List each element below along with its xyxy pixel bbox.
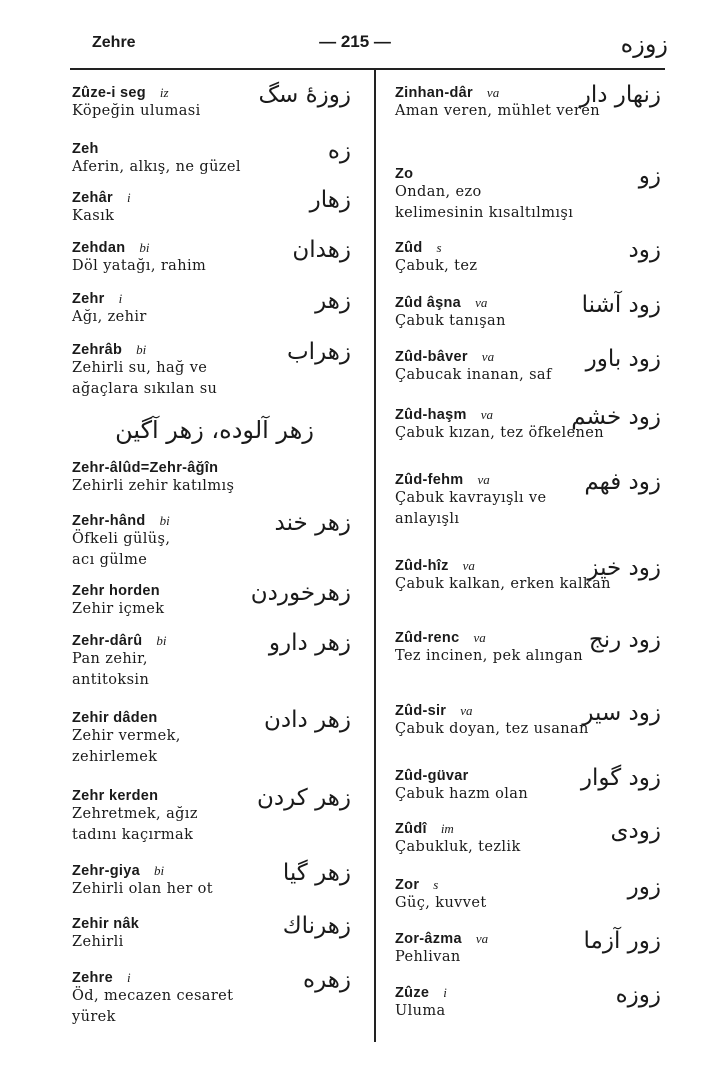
dictionary-entry <box>72 580 357 620</box>
arabic-headword: زهراب <box>287 339 351 365</box>
arabic-headword: زود خيز <box>587 555 661 581</box>
arabic-headword: زهر گيا <box>282 860 351 886</box>
dictionary-entry <box>72 457 357 497</box>
arabic-headword: زه <box>327 138 351 164</box>
dictionary-entry <box>72 187 357 227</box>
arabic-headword: زود <box>628 237 661 263</box>
dictionary-entry <box>72 339 357 400</box>
arabic-headword: زهرخوردن <box>250 580 351 606</box>
dictionary-entry <box>395 765 667 805</box>
part-of-speech: va <box>481 349 495 364</box>
headword: Zehir nâk <box>72 916 140 932</box>
definition: Çabuk hazm olan <box>395 786 529 802</box>
headword: Zehr-giya <box>72 863 140 879</box>
dictionary-entry <box>72 630 357 691</box>
dictionary-entry <box>72 860 357 900</box>
dictionary-entry <box>72 418 357 442</box>
headword-line <box>395 163 667 182</box>
arabic-headword: زود گوار <box>580 765 661 791</box>
dictionary-entry <box>72 82 357 122</box>
definition: Zehir içmek <box>72 601 165 617</box>
arabic-headword: زور <box>627 874 661 900</box>
dictionary-entry <box>395 627 667 667</box>
arabic-headword: زهدان <box>292 237 351 263</box>
definition: Aferin, alkış, ne güzel <box>72 159 241 175</box>
definition: Çabuk doyan, tez usanan <box>395 721 589 737</box>
arabic-headword: زهر دارو <box>268 630 351 656</box>
headword: Zehdan <box>72 240 126 256</box>
definition: Tez incinen, pek alıngan <box>395 648 583 664</box>
part-of-speech: bi <box>156 633 167 648</box>
headword-line <box>72 457 357 476</box>
running-head-left: Zehre <box>92 34 136 51</box>
headword: Zor <box>395 877 420 893</box>
headword: Zo <box>395 166 414 182</box>
part-of-speech: i <box>118 291 123 306</box>
dictionary-entry <box>395 555 667 595</box>
dictionary-entry <box>395 163 667 224</box>
arabic-headword: زود باور <box>585 346 661 372</box>
arabic-headword: زهر <box>315 288 351 314</box>
headword: Zehrâb <box>72 342 123 358</box>
dictionary-entry <box>72 707 357 768</box>
arabic-headword: زود سير <box>582 700 661 726</box>
definition: Zehirli olan her ot <box>72 881 214 897</box>
part-of-speech: va <box>460 703 473 718</box>
part-of-speech: bi <box>159 513 170 528</box>
headword: Zehr-âlûd=Zehr-âğîn <box>72 460 219 476</box>
definition: Çabucak inanan, saf <box>395 367 552 383</box>
dictionary-entry <box>395 928 667 968</box>
arabic-headword: زور آزما <box>583 928 661 954</box>
part-of-speech: va <box>486 85 500 100</box>
dictionary-entry <box>72 913 357 953</box>
headword: Zûd <box>395 240 423 256</box>
definition: Pan zehir, antitoksin <box>72 651 150 688</box>
definition: Çabukluk, tezlik <box>395 839 521 855</box>
definition: Çabuk kavrayışlı ve anlayışlı <box>395 490 547 527</box>
definition: Öfkeli gülüş, acı gülme <box>72 531 171 568</box>
header-rule <box>70 68 665 70</box>
part-of-speech: va <box>480 407 493 422</box>
dictionary-entry <box>395 292 667 332</box>
headword: Zûd-bâver <box>395 349 468 365</box>
part-of-speech: va <box>477 472 490 487</box>
arabic-headword: زود فهم <box>584 469 661 495</box>
arabic-headword: زود رنج <box>588 627 661 653</box>
arabic-headword: زهره <box>303 967 351 993</box>
definition: Ondan, ezo kelimesinin kısaltılmışı <box>395 184 574 221</box>
definition: Zehretmek, ağız tadını kaçırmak <box>72 806 198 843</box>
headword: Zûze-i seg <box>72 85 146 101</box>
dictionary-entry <box>395 346 667 386</box>
dictionary-entry <box>395 818 667 858</box>
definition: Pehlivan <box>395 949 461 965</box>
headword: Zinhan-dâr <box>395 85 473 101</box>
headword: Zehir dâden <box>72 710 158 726</box>
dictionary-entry <box>395 982 667 1022</box>
part-of-speech: s <box>433 877 439 892</box>
arabic-headword: زوزهٔ سگ <box>258 82 351 108</box>
page-number: — 215 — <box>319 32 391 51</box>
definition: Uluma <box>395 1003 446 1019</box>
definition: Çabuk kızan, tez öfkelenen <box>395 425 605 441</box>
arabic-headword: زهر كردن <box>256 785 351 811</box>
definition: Çabuk, tez <box>395 258 478 274</box>
part-of-speech: s <box>436 240 442 255</box>
definition: Döl yatağı, rahim <box>72 258 207 274</box>
headword-line <box>395 237 667 256</box>
page-header <box>0 32 710 58</box>
arabic-headword: زو <box>638 163 661 189</box>
definition: Çabuk kalkan, erken kalkan <box>395 576 611 592</box>
arabic-headword: زوزه <box>615 982 661 1008</box>
headword: Zûd-sir <box>395 703 447 719</box>
dictionary-entry <box>395 237 667 277</box>
dictionary-entry <box>72 967 357 1028</box>
definition: Zehirli zehir katılmış <box>72 478 235 494</box>
dictionary-entry <box>72 288 357 328</box>
definition: Zehirli su, hağ ve ağaçlara sıkılan su <box>72 360 218 397</box>
definition: Aman veren, mühlet veren <box>395 103 600 119</box>
arabic-headword: زنهار دار <box>579 82 661 108</box>
headword: Zehr-hând <box>72 513 146 529</box>
part-of-speech: va <box>473 630 486 645</box>
part-of-speech: va <box>462 558 475 573</box>
headword: Zehr <box>72 291 105 307</box>
part-of-speech: iz <box>159 85 169 100</box>
part-of-speech: bi <box>136 342 147 357</box>
part-of-speech: i <box>443 985 447 1000</box>
dictionary-entry <box>395 82 667 122</box>
dictionary-entry <box>395 700 667 740</box>
part-of-speech: i <box>127 190 131 205</box>
definition: Güç, kuvvet <box>395 895 487 911</box>
headword: Zehre <box>72 970 113 986</box>
part-of-speech: i <box>127 970 131 985</box>
headword: Zehr-dârû <box>72 633 143 649</box>
part-of-speech: bi <box>139 240 150 255</box>
arabic-headword: زود آشنا <box>581 292 661 318</box>
definition: Zehir vermek, zehirlemek <box>72 728 181 765</box>
headword: Zûdî <box>395 821 427 837</box>
arabic-headword: زود خشم <box>571 404 661 430</box>
part-of-speech: im <box>440 821 454 836</box>
arabic-headword: زهار <box>309 187 351 213</box>
headword: Zehr kerden <box>72 788 159 804</box>
part-of-speech: bi <box>153 863 165 878</box>
headword: Zûd-güvar <box>395 768 469 784</box>
dictionary-entry <box>395 469 667 530</box>
headword: Zûze <box>395 985 430 1001</box>
column-divider <box>374 70 376 1042</box>
part-of-speech: va <box>475 295 488 310</box>
definition: Köpeğin ulumasi <box>72 103 201 119</box>
headword: Zor-âzma <box>395 931 462 947</box>
headword: Zûd âşna <box>395 295 462 311</box>
dictionary-entry <box>72 510 357 571</box>
headword-line <box>72 138 357 157</box>
definition: Kasık <box>72 208 115 224</box>
headword: Zehâr <box>72 190 113 206</box>
headword-line <box>395 874 667 893</box>
definition: Ağı, zehir <box>72 309 147 325</box>
dictionary-entry <box>72 237 357 277</box>
arabic-headword: زودى <box>610 818 661 844</box>
running-head-right: زوزه <box>620 30 668 58</box>
headword: Zûd-haşm <box>395 407 467 423</box>
part-of-speech: va <box>475 931 489 946</box>
arabic-headword: زهر دادن <box>263 707 351 733</box>
headword: Zûd-renc <box>395 630 460 646</box>
arabic-headword: زهر خند <box>274 510 351 536</box>
arabic-headword: زهرناك <box>282 913 351 939</box>
arabic-script-line: زهر آلوده، زهر آگين <box>115 416 314 444</box>
definition: Çabuk tanışan <box>395 313 506 329</box>
dictionary-entry <box>72 785 357 846</box>
definition: Öd, mecazen cesaret yürek <box>72 988 234 1025</box>
dictionary-entry <box>395 404 667 444</box>
headword: Zûd-fehm <box>395 472 464 488</box>
headword: Zûd-hîz <box>395 558 449 574</box>
dictionary-entry <box>395 874 667 914</box>
dictionary-entry <box>72 138 357 178</box>
headword: Zehr horden <box>72 583 160 599</box>
headword: Zeh <box>72 141 99 157</box>
definition: Zehirli <box>72 934 124 950</box>
